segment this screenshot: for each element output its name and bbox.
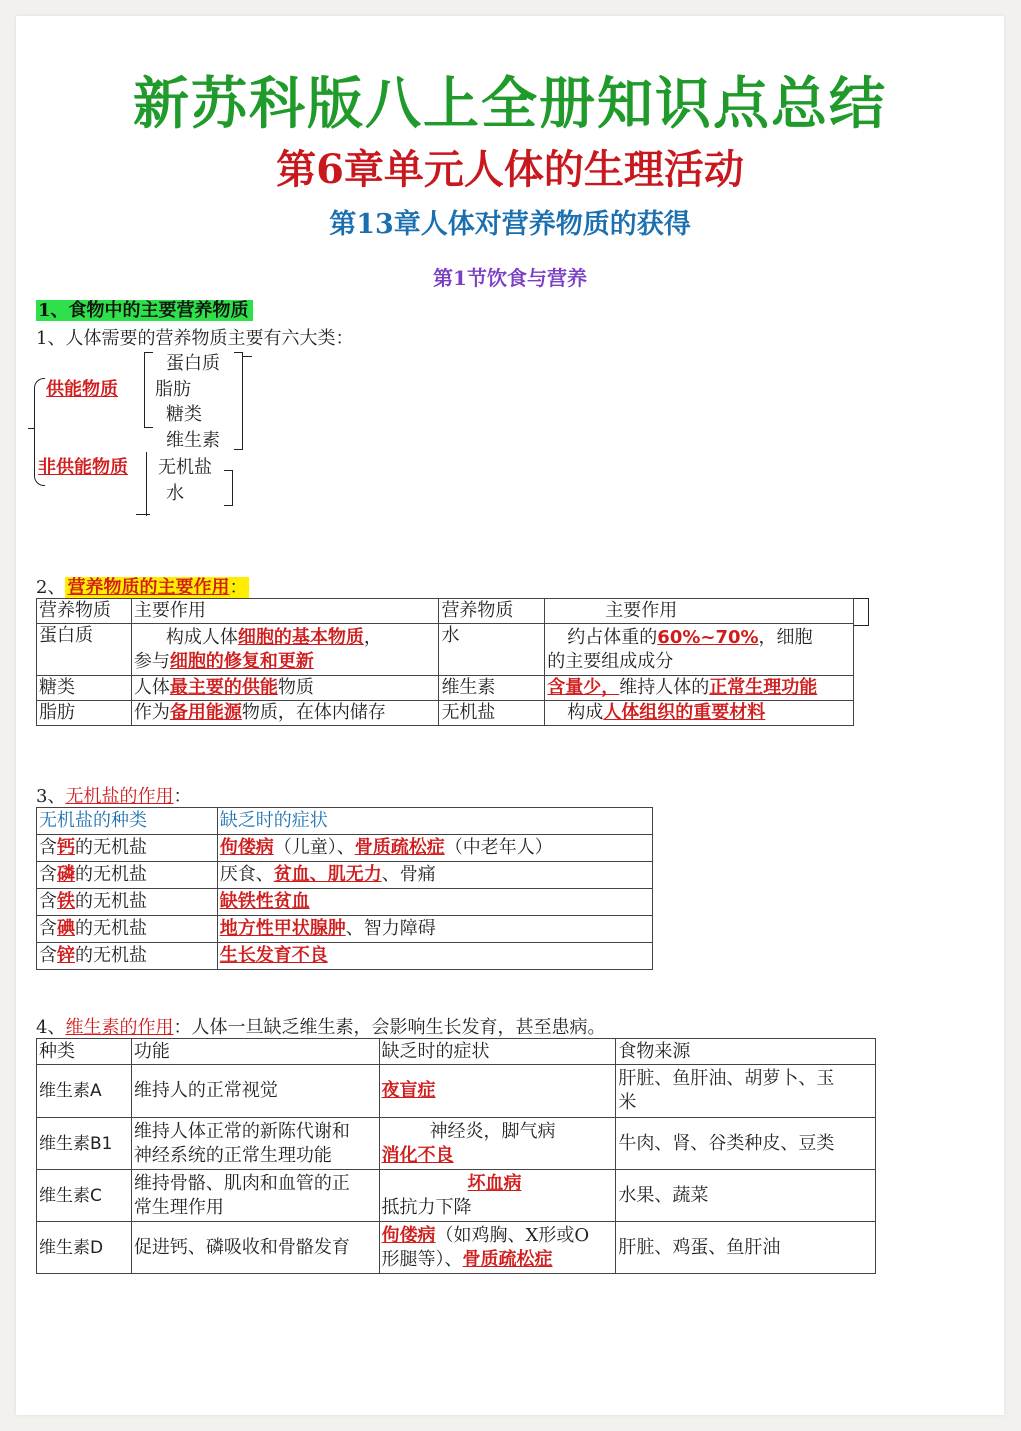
s4-num: 4、: [36, 1017, 66, 1038]
cell-name: 蛋白质: [37, 624, 132, 676]
energy-bracket: [144, 352, 153, 428]
table-header-row: [37, 599, 854, 624]
s2-num: 2、: [36, 577, 66, 598]
s4-heading: 维生素的作用: [65, 1017, 174, 1038]
s1-heading-wrap: [36, 296, 253, 322]
cell-name: 糖类: [37, 676, 132, 701]
outer-brace-tip: [28, 428, 34, 429]
cell-symptom: 佝偻病（如鸡胸、X形或O 形腿等）、骨质疏松症: [379, 1222, 616, 1274]
table-row: [37, 1170, 876, 1222]
chapter-title: 第13章人体对营养物质的获得: [329, 209, 691, 240]
cell-mineral: 含钙的无机盐: [37, 835, 218, 862]
s3-heading-wrap: [36, 782, 191, 808]
s1-heading: 1、食物中的主要营养物质: [36, 300, 253, 321]
s4-rest: ：人体一旦缺乏维生素，会影响生长发育，甚至患病。: [173, 1017, 606, 1038]
table-header-row: [37, 1039, 876, 1065]
table-row: [37, 943, 653, 970]
cell-food: 肝脏、鱼肝油、胡萝卜、玉 米: [616, 1065, 876, 1118]
col-header: 无机盐的种类: [37, 808, 218, 835]
s2-heading: 营养物质的主要作用: [67, 577, 230, 598]
col-header: 缺乏时的症状: [217, 808, 652, 835]
cell-function: 促进钙、磷吸收和骨骼发育: [131, 1222, 379, 1274]
cell-vitamin: 维生素B1: [37, 1118, 132, 1170]
mineral-table: [36, 807, 653, 970]
inorganic-bracket: [224, 470, 233, 506]
item-vitamin: 维生素: [166, 430, 220, 451]
table-row: [37, 1065, 876, 1118]
cell-function: 构成人体细胞的基本物质， 参与细胞的修复和更新: [131, 624, 439, 676]
cell-mineral: 含锌的无机盐: [37, 943, 218, 970]
cell-function: 维持骨骼、肌肉和血管的正 常生理作用: [131, 1170, 379, 1222]
organic-bracket: [234, 352, 243, 450]
s2-colon: ：: [229, 577, 248, 598]
cell-function: 约占体重的60%~70%，细胞 的主要组成成分: [545, 624, 854, 676]
table-row: [37, 624, 854, 676]
item-fat: 脂肪: [155, 379, 191, 400]
col-header: 食物来源: [616, 1039, 876, 1065]
s3-colon: ：: [173, 786, 192, 807]
cell-vitamin: 维生素A: [37, 1065, 132, 1118]
main-title: 新苏科版八上全册知识点总结: [133, 72, 887, 137]
cell-name: 维生素: [439, 676, 545, 701]
cell-symptom: 生长发育不良: [217, 943, 652, 970]
table-row: [37, 916, 653, 943]
item-water: 水: [166, 483, 184, 504]
table-header-row: [37, 808, 653, 835]
table-row: [37, 835, 653, 862]
cell-function: 维持人体正常的新陈代谢和 神经系统的正常生理功能: [131, 1118, 379, 1170]
item-mineral: 无机盐: [158, 457, 212, 478]
table-edge-cell: [854, 598, 869, 626]
cell-name: 水: [439, 624, 545, 676]
cell-vitamin: 维生素D: [37, 1222, 132, 1274]
table-row: [37, 862, 653, 889]
table-row: [37, 1222, 876, 1274]
nutrient-function-table: [36, 598, 854, 726]
table-row: [37, 889, 653, 916]
cell-name: 脂肪: [37, 701, 132, 726]
col-header: 种类: [37, 1039, 132, 1065]
s2-heading-hl: [65, 577, 249, 598]
group-non-energy: 非供能物质: [38, 457, 128, 478]
col-header: 主要作用: [545, 599, 854, 624]
cell-function: 人体最主要的供能物质: [131, 676, 439, 701]
cell-vitamin: 维生素C: [37, 1170, 132, 1222]
col-header: 缺乏时的症状: [379, 1039, 616, 1065]
table-row: [37, 676, 854, 701]
cell-name: 无机盐: [439, 701, 545, 726]
s1-intro: 1、人体需要的营养物质主要有六大类：: [36, 328, 354, 349]
cell-function: 作为备用能源物质，在体内储存: [131, 701, 439, 726]
s2-heading-wrap: [36, 573, 249, 599]
cell-function: 含量少，维持人体的正常生理功能: [545, 676, 854, 701]
cell-function: 构成人体组织的重要材料: [545, 701, 854, 726]
cell-symptom: 厌食、贫血、肌无力、骨痛: [217, 862, 652, 889]
cell-mineral: 含碘的无机盐: [37, 916, 218, 943]
cell-food: 水果、蔬菜: [616, 1170, 876, 1222]
item-sugar: 糖类: [166, 404, 202, 425]
nonenergy-bracket: [146, 452, 155, 516]
item-protein: 蛋白质: [166, 353, 220, 374]
s3-heading: 无机盐的作用: [65, 786, 174, 807]
cell-symptom: 缺铁性贫血: [217, 889, 652, 916]
cell-function: 维持人的正常视觉: [131, 1065, 379, 1118]
s3-num: 3、: [36, 786, 66, 807]
cell-food: 肝脏、鸡蛋、鱼肝油: [616, 1222, 876, 1274]
col-header: 功能: [131, 1039, 379, 1065]
cell-symptom: 地方性甲状腺肿、智力障碍: [217, 916, 652, 943]
cell-mineral: 含磷的无机盐: [37, 862, 218, 889]
cell-symptom: 佝偻病（儿童）、骨质疏松症（中老年人）: [217, 835, 652, 862]
table-row: [37, 1118, 876, 1170]
nonenergy-bracket-tip: [136, 514, 150, 515]
cell-symptom: 夜盲症: [379, 1065, 616, 1118]
col-header: 营养物质: [439, 599, 545, 624]
section-title: 第1节饮食与营养: [433, 266, 587, 290]
cell-mineral: 含铁的无机盐: [37, 889, 218, 916]
col-header: 主要作用: [131, 599, 439, 624]
table-row: [37, 701, 854, 726]
vitamin-table: [36, 1038, 876, 1274]
document-page: [16, 16, 1004, 1415]
col-header: 营养物质: [37, 599, 132, 624]
s4-heading-wrap: [36, 1013, 605, 1039]
cell-symptom: 神经炎，脚气病 消化不良: [379, 1118, 616, 1170]
organic-bracket-tip: [242, 356, 252, 357]
cell-symptom: 坏血病 抵抗力下降: [379, 1170, 616, 1222]
group-energy: 供能物质: [46, 379, 118, 400]
unit-title: 第6章单元人体的生理活动: [276, 146, 744, 193]
cell-food: 牛肉、肾、谷类种皮、豆类: [616, 1118, 876, 1170]
